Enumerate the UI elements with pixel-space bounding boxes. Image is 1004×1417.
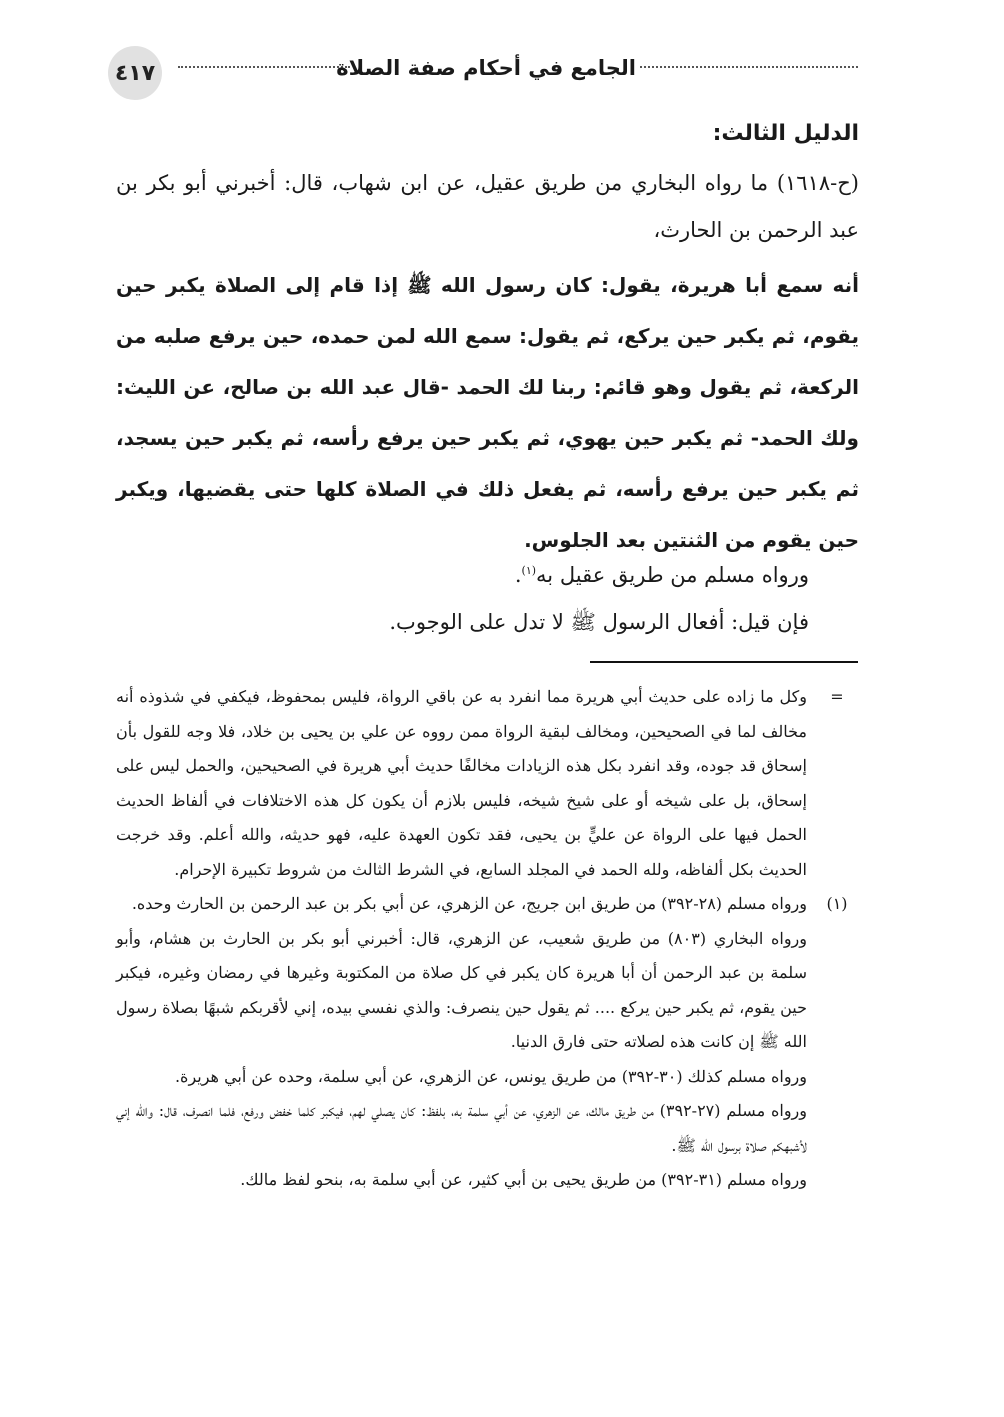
footnote-1-line: ورواه مسلم (٢٨-٣٩٢) من طريق ابن جريج، عن الزهري، عن أبي بكر بن عبد الرحمن بن الحارث وحده.: [131, 894, 807, 913]
footnote-continuation: [116, 680, 859, 887]
footnote-separator: [590, 661, 858, 663]
footnote-ref-1: (١): [521, 564, 537, 577]
post-hadith-text: [116, 552, 859, 646]
footnote-1-line: ورواه مسلم (٢٧-٣٩٢) من طريق مالك، عن الزهري، عن أبي سلمة به، بلفظ: كان يصلي لهم، فيكبر كلما خفض ورفع، فلما انصرف، قال: والله إني لأشبهكم صلاة برسول الله ﷺ.: [116, 1101, 808, 1155]
footnote-1-marker: (١): [826, 894, 848, 913]
header-dotted-leader-right: [640, 66, 858, 68]
hadith-text: أنه سمع أبا هريرة، يقول: كان رسول الله ﷺ إذا قام إلى الصلاة يكبر حين يقوم، ثم يكبر حين يركع، ثم يقول: سمع الله لمن حمده، حين يرفع صلبه من الركعة، ثم يقول وهو قائم: ربنا لك الحمد -قال عبد الله بن صالح، عن الليث: ولك الحمد- ثم يكبر حين يهوي، ثم يكبر حين يرفع رأسه، ثم يكبر حين يسجد، ثم يكبر حين يرفع رأسه، ثم يفعل ذلك في الصلاة كلها حتى يقضيها، ويكبر حين يقوم من الثنتين بعد الجلوس.: [116, 273, 859, 552]
section-heading: الدليل الثالث:: [712, 121, 859, 146]
header-dotted-leader-left: [178, 66, 350, 68]
footnote-1-line: ورواه مسلم (٣١-٣٩٢) من طريق يحيى بن أبي كثير، عن أبي سلمة به، بنحو لفظ مالك.: [240, 1170, 807, 1189]
footnotes: [116, 680, 859, 1198]
continuation-text: وكل ما زاده على حديث أبي هريرة مما انفرد به عن باقي الرواة، فليس بمحفوظ، فيكفي في شذوذه أنه مخالف لما في الصحيحين، ومخالف لبقية الرواة ممن رووه عن علي بن يحيى بن خلاد، فلا وجه للقول بأن إسحاق قد جوده، وقد انفرد بكل هذه الزيادات مخالفًا حديث أبي هريرة في الصحيحين، والحمل ليس على إسحاق، بل على شيخه أو على شيخ شيخه، فليس بلازم أن يكون كل هذه الاختلافات في ألفاظ الحديث الحمل فيها على الرواة عن عليٍّ بن يحيى، فقد تكون العهدة عليه، فهو حديثه، والله أعلم. وقد خرجت الحديث بكل ألفاظه، ولله الحمد في المجلد السابع، في الشرط الثالث من شروط تكبيرة الإحرام.: [116, 687, 807, 879]
muslim-reference-line: ورواه مسلم من طريق عقيل به$^{(١)}$.: [514, 563, 809, 587]
running-header: [108, 46, 858, 96]
continuation-marker: =: [830, 687, 844, 706]
footnote-1-line: ورواه البخاري (٨٠٣) من طريق شعيب، عن الزهري، قال: أخبرني أبو بكر بن الحارث بن هشام، وأبو سلمة بن عبد الرحمن أن أبا هريرة كان يكبر في كل صلاة من المكتوبة وغيرها في رمضان وغيره، فيكبر حين يقوم، ثم يكبر حين يركع .... ثم يقول حين ينصرف: والذي نفسي بيده، إني لأقربكم شبهًا بصلاة رسول الله ﷺ إن كانت هذه لصلاته حتى فارق الدنيا.: [116, 928, 807, 1051]
objection-line: فإن قيل: أفعال الرسول ﷺ لا تدل على الوجوب.: [389, 610, 809, 634]
narration-chain: (ح-١٦١٨) ما رواه البخاري من طريق عقيل، عن ابن شهاب، قال: أخبرني أبو بكر بن عبد الرحمن بن الحارث،: [116, 171, 859, 242]
footnote-1: [116, 887, 859, 1198]
footnote-1-line: ورواه مسلم كذلك (٣٠-٣٩٢) من طريق يونس، عن الزهري، عن أبي سلمة، وحده عن أبي هريرة.: [174, 1066, 807, 1086]
book-title: الجامع في أحكام صفة الصلاة: [336, 56, 636, 80]
page-number: ٤١٧: [108, 46, 162, 100]
